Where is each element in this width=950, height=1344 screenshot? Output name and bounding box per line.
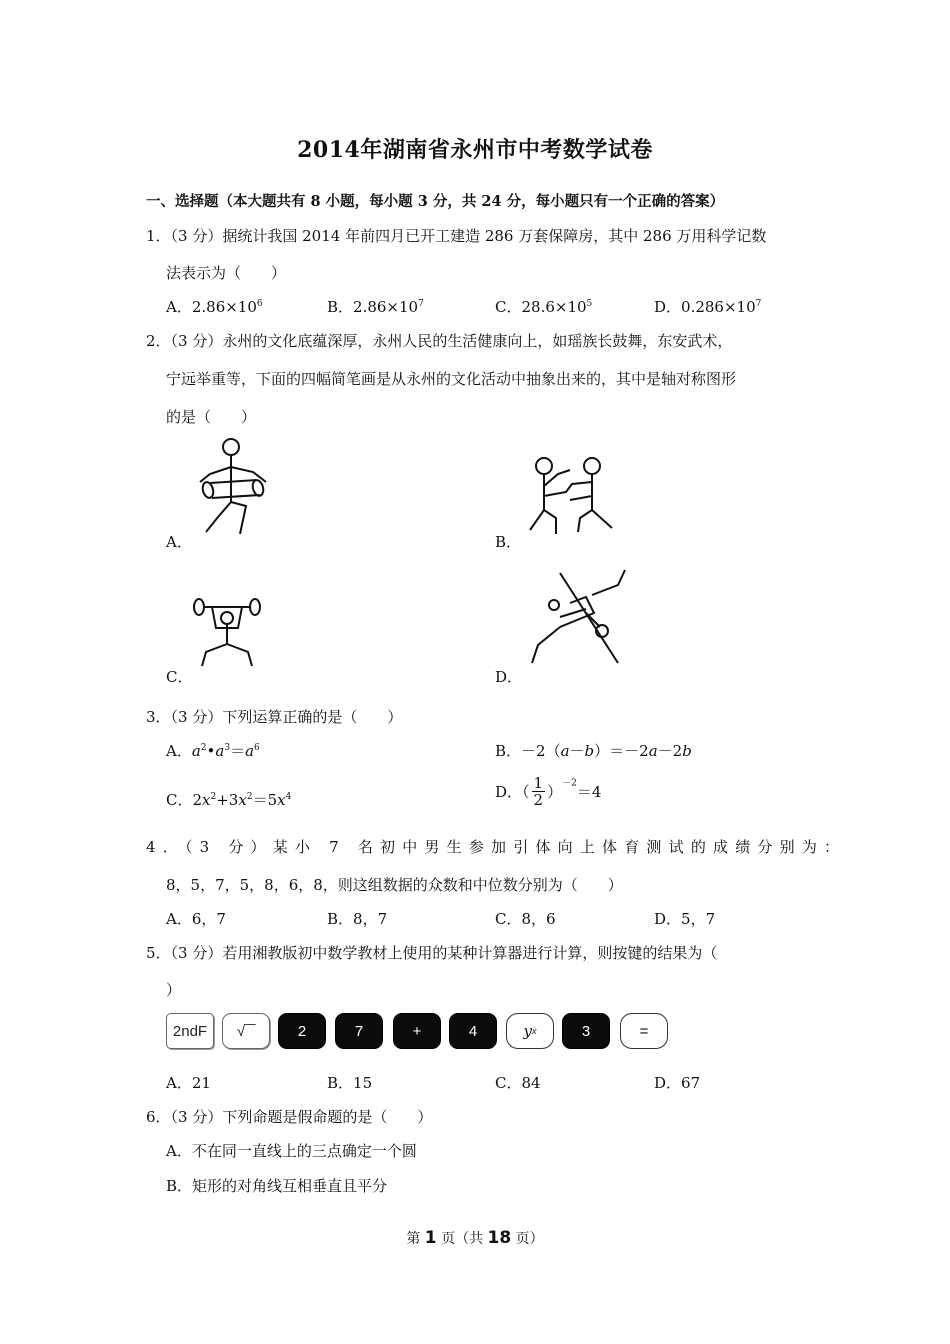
section-heading: 一、选择题（本大题共有 8 小题，每小题 3 分，共 24 分，每小题只有一个正确的答案）: [146, 193, 725, 210]
key-2ndf: 2ndF: [166, 1013, 214, 1049]
key-equals: =: [620, 1013, 668, 1049]
page-total: 18: [487, 1228, 512, 1248]
q2-option-b-label: B．: [495, 533, 522, 551]
q5-option-d: D．67: [654, 1074, 701, 1092]
fraction-one-half: $\frac{1}{2}$: [533, 774, 544, 809]
q4-option-d: D．5，7: [654, 910, 716, 928]
q3-stem: 3．（3 分）下列运算正确的是（ ）: [146, 708, 403, 726]
q2-figure-d-dancer: [520, 565, 635, 675]
q2-option-d-label: D．: [495, 668, 523, 686]
q5-stem-line1: 5．（3 分）若用湘教版初中数学教材上使用的某种计算器进行计算，则按键的结果为（: [146, 944, 718, 962]
q2-option-a-label: A．: [166, 533, 192, 551]
key-power: y x: [506, 1013, 554, 1049]
q4-option-a: A．6，7: [166, 910, 226, 928]
q1-stem-line2: 法表示为（ ）: [166, 264, 287, 282]
calculator-key-sequence: [166, 1013, 676, 1051]
q2-figure-b-martial-arts: [520, 452, 620, 538]
q3-option-c: C．$2x^2+3x^2=5x^4$: [166, 791, 292, 809]
q2-stem-line2: 宁远举重等，下面的四幅简笔画是从永州的文化活动中抽象出来的，其中是轴对称图形: [166, 370, 737, 388]
page-number: 1: [424, 1228, 437, 1248]
q1-stem-line1: 1．（3 分）据统计我国 2014 年前四月已开工建造 286 万套保障房，其中 286 万用科学记数: [146, 227, 767, 245]
key-3: 3: [562, 1013, 610, 1049]
q6-option-a: A．不在同一直线上的三点确定一个圆: [166, 1142, 417, 1160]
q1-option-b: B．$2.86\times 10^7$: [327, 298, 424, 316]
page-title: 2014年湖南省永州市中考数学试卷: [297, 137, 653, 163]
key-2: 2: [278, 1013, 326, 1049]
q5-option-b: B．15: [327, 1074, 373, 1092]
key-4: 4: [449, 1013, 497, 1049]
q1-option-d: D．$0.286\times 10^7$: [654, 298, 762, 316]
q1-option-a: A．$2.86\times 10^6$: [166, 298, 263, 316]
q3-option-a: A．$a^2•a^3=a^6$: [166, 742, 260, 760]
q4-option-b: B．8，7: [327, 910, 388, 928]
q2-option-c-label: C．: [166, 668, 193, 686]
q4-stem-line2: 8，5，7，5，8，6，8，则这组数据的众数和中位数分别为（ ）: [166, 876, 623, 894]
q4-stem-line1: 4．（3 分）某小 7 名初中男生参加引体向上体育测试的成绩分别为：: [146, 838, 847, 856]
q5-option-c: C．84: [495, 1074, 541, 1092]
q5-stem-line2: ）: [166, 981, 182, 999]
key-square-root: √‾‾: [222, 1013, 270, 1049]
q3-option-b: B．－2（a－b）＝－2a－2b: [495, 742, 692, 760]
q2-figure-a-drummer: [190, 432, 280, 537]
q3-option-d: D．（ $\frac{1}{2}$ ）$^{-2}$＝4: [495, 774, 602, 809]
q6-option-b: B．矩形的对角线互相垂直且平分: [166, 1177, 388, 1195]
q6-stem: 6．（3 分）下列命题是假命题的是（ ）: [146, 1108, 433, 1126]
q2-stem-line3: 的是（ ）: [166, 408, 257, 426]
key-7: 7: [335, 1013, 383, 1049]
page-footer: 第 1 页（共 18 页）: [406, 1228, 544, 1248]
q4-option-c: C．8，6: [495, 910, 556, 928]
q1-option-c: C．$28.6\times 10^5$: [495, 298, 593, 316]
q2-stem-line1: 2．（3 分）永州的文化底蕴深厚，永州人民的生活健康向上，如瑶族长鼓舞，东安武术，: [146, 332, 733, 350]
q2-figure-c-weightlifter: [188, 594, 268, 670]
key-plus: +: [393, 1013, 441, 1049]
q5-option-a: A．21: [166, 1074, 211, 1092]
